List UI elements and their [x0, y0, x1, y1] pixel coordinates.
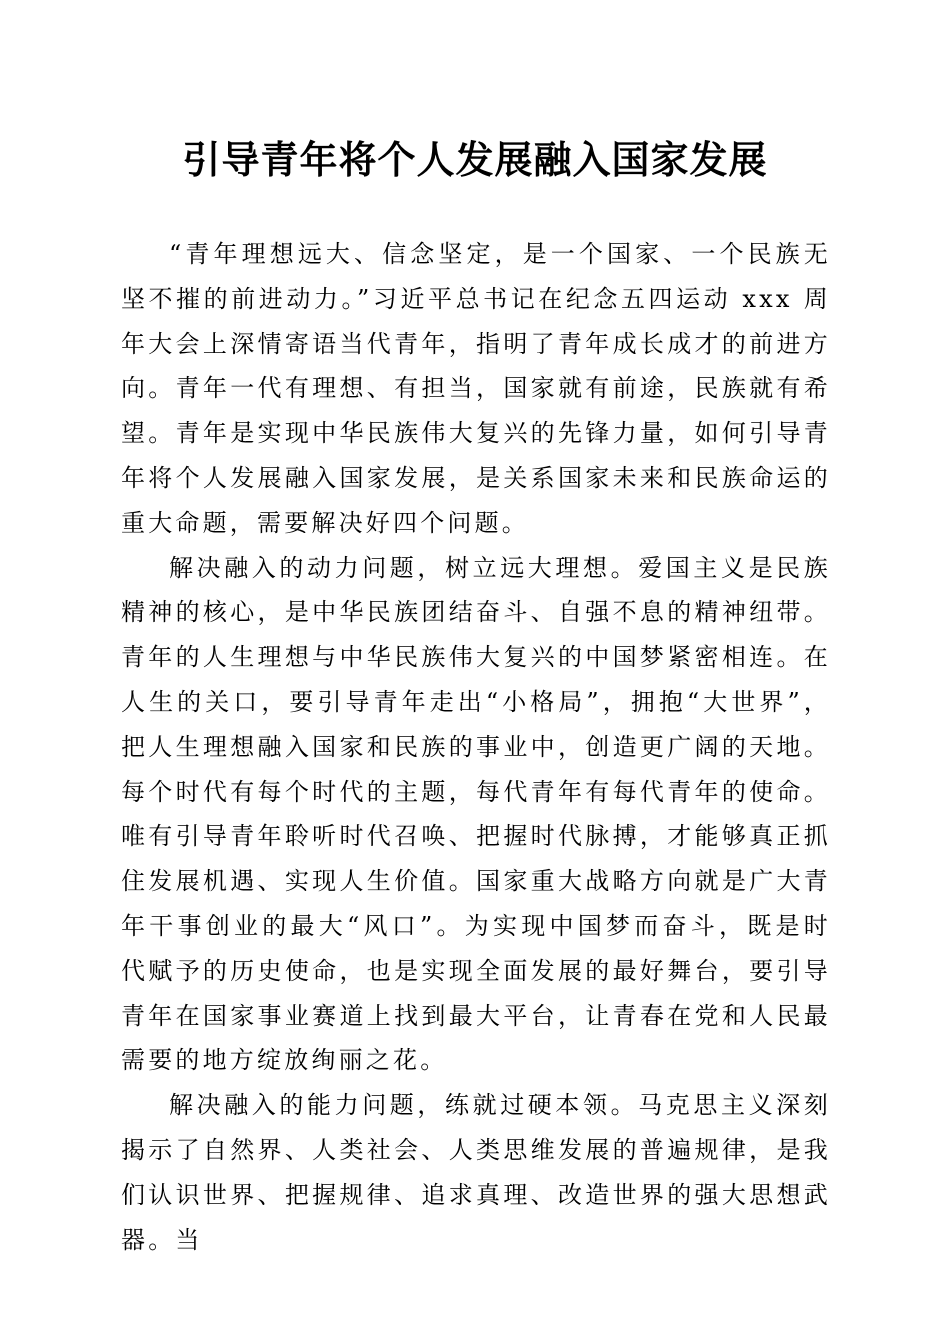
- paragraph-ability: 解决融入的能力问题，练就过硬本领。马克思主义深刻揭示了自然界、人类社会、人类思维发展的普遍规律，是我们认识世界、把握规律、追求真理、改造世界的强大思想武器。当: [121, 1091, 831, 1254]
- paragraph-intro: “青年理想远大、信念坚定，是一个国家、一个民族无坚不摧的前进动力。”习近平总书记在纪念五四运动 xxx 周年大会上深情寄语当代青年，指明了青年成长成才的前进方向。青年一代有理想、有担当，国家就有前途，民族就有希望。青年是实现中华民族伟大复兴的先锋力量，如何引导青年将个人发展融入国家发展，是关系国家未来和民族命运的重大命题，需要解决好四个问题。: [121, 240, 831, 537]
- paragraph-motivation: 解决融入的动力问题，树立远大理想。爱国主义是民族精神的核心，是中华民族团结奋斗、自强不息的精神纽带。青年的人生理想与中华民族伟大复兴的中国梦紧密相连。在人生的关口，要引导青年走出“小格局”，拥抱“大世界”，把人生理想融入国家和民族的事业中，创造更广阔的天地。每个时代有每个时代的主题，每代青年有每代青年的使命。唯有引导青年聆听时代召唤、把握时代脉搏，才能够真正抓住发展机遇、实现人生价值。国家重大战略方向就是广大青年干事创业的最大“风口”。为实现中国梦而奋斗，既是时代赋予的历史使命，也是实现全面发展的最好舞台，要引导青年在国家事业赛道上找到最大平台，让青春在党和人民最需要的地方绽放绚丽之花。: [121, 553, 831, 1075]
- document-title: 引导青年将个人发展融入国家发展: [182, 137, 768, 182]
- document-body: [121, 232, 831, 1262]
